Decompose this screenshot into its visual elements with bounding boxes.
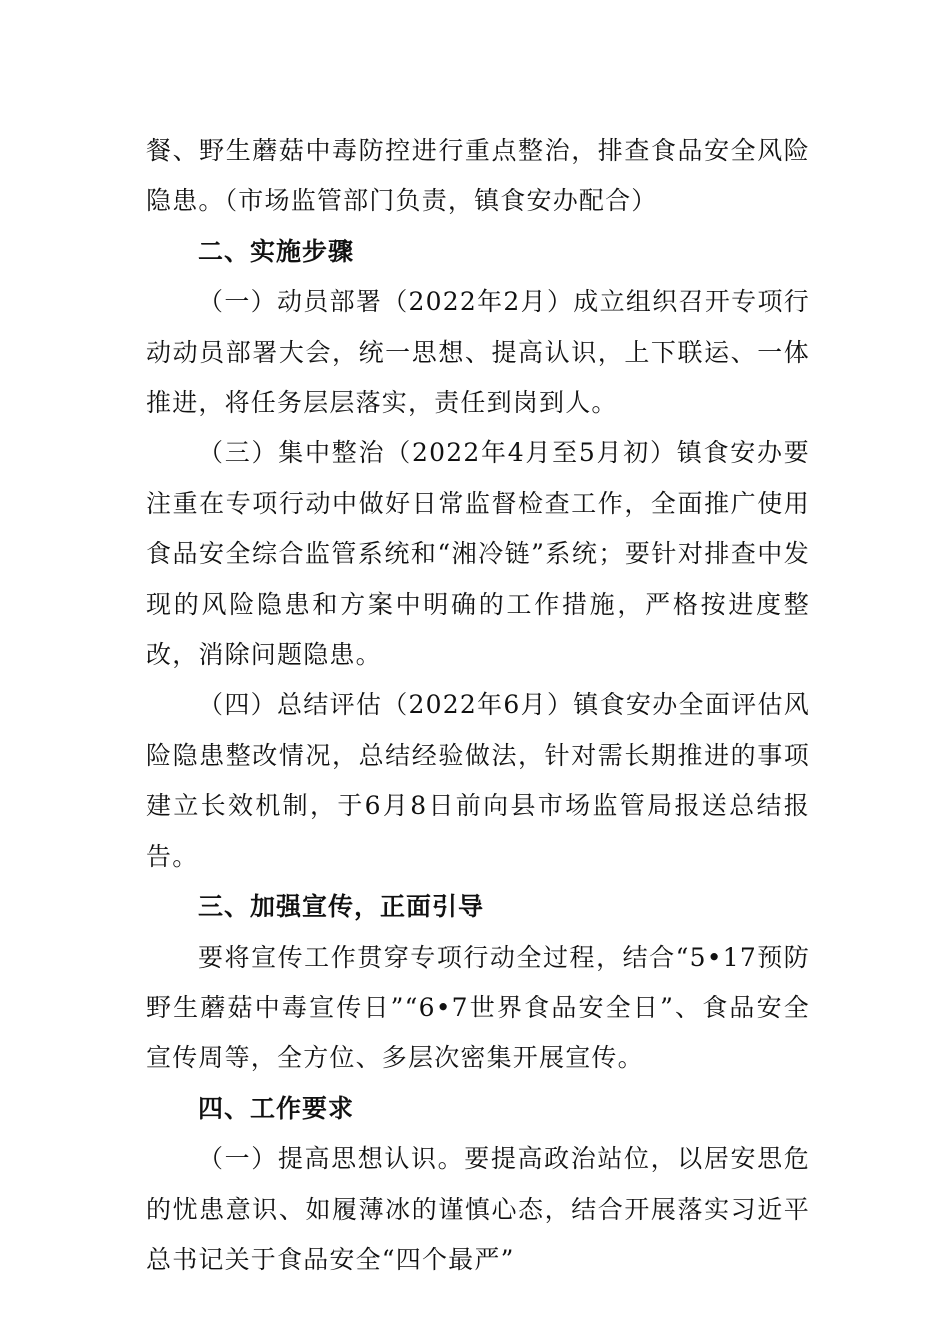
paragraph-raise-awareness: （一）提高思想认识。要提高政治站位，以居安思危的忧患意识、如履薄冰的谨慎心态，结合开展落实习近平总书记关于食品安全“四个最严” bbox=[146, 1144, 810, 1274]
paragraph-mobilization: （一）动员部署（2022年2月）成立组织召开专项行动动员部署大会，统一思想、提高认识，上下联运、一体推进，将任务层层落实，责任到岗到人。 bbox=[146, 287, 810, 418]
paragraph-summary-evaluation: （四）总结评估（2022年6月）镇食安办全面评估风险隐患整改情况，总结经验做法，针对需长期推进的事项建立长效机制，于6月8日前向县市场监管局报送总结报告。 bbox=[146, 690, 810, 871]
paragraph-publicity: 要将宣传工作贯穿专项行动全过程，结合“5•17预防野生蘑菇中毒宣传日”“6•7世界食品安全日”、食品安全宣传周等，全方位、多层次密集开展宣传。 bbox=[146, 942, 810, 1073]
section-heading-implementation-steps: 二、实施步骤 bbox=[198, 236, 355, 266]
paragraph-concentrated-rectification: （三）集中整治（2022年4月至5月初）镇食安办要注重在专项行动中做好日常监督检查工作，全面推广使用食品安全综合监管系统和“湘冷链”系统；要针对排查中发现的风险隐患和方案中明确的工作措施，严格按进度整改，消除问题隐患。 bbox=[146, 438, 810, 670]
section-heading-publicity: 三、加强宣传，正面引导 bbox=[198, 892, 485, 922]
section-heading-work-requirements: 四、工作要求 bbox=[198, 1093, 355, 1123]
document-body bbox=[146, 126, 810, 1285]
paragraph-continuation: 餐、野生蘑菇中毒防控进行重点整治，排查食品安全风险隐患。（市场监管部门负责，镇食安办配合） bbox=[146, 136, 810, 216]
